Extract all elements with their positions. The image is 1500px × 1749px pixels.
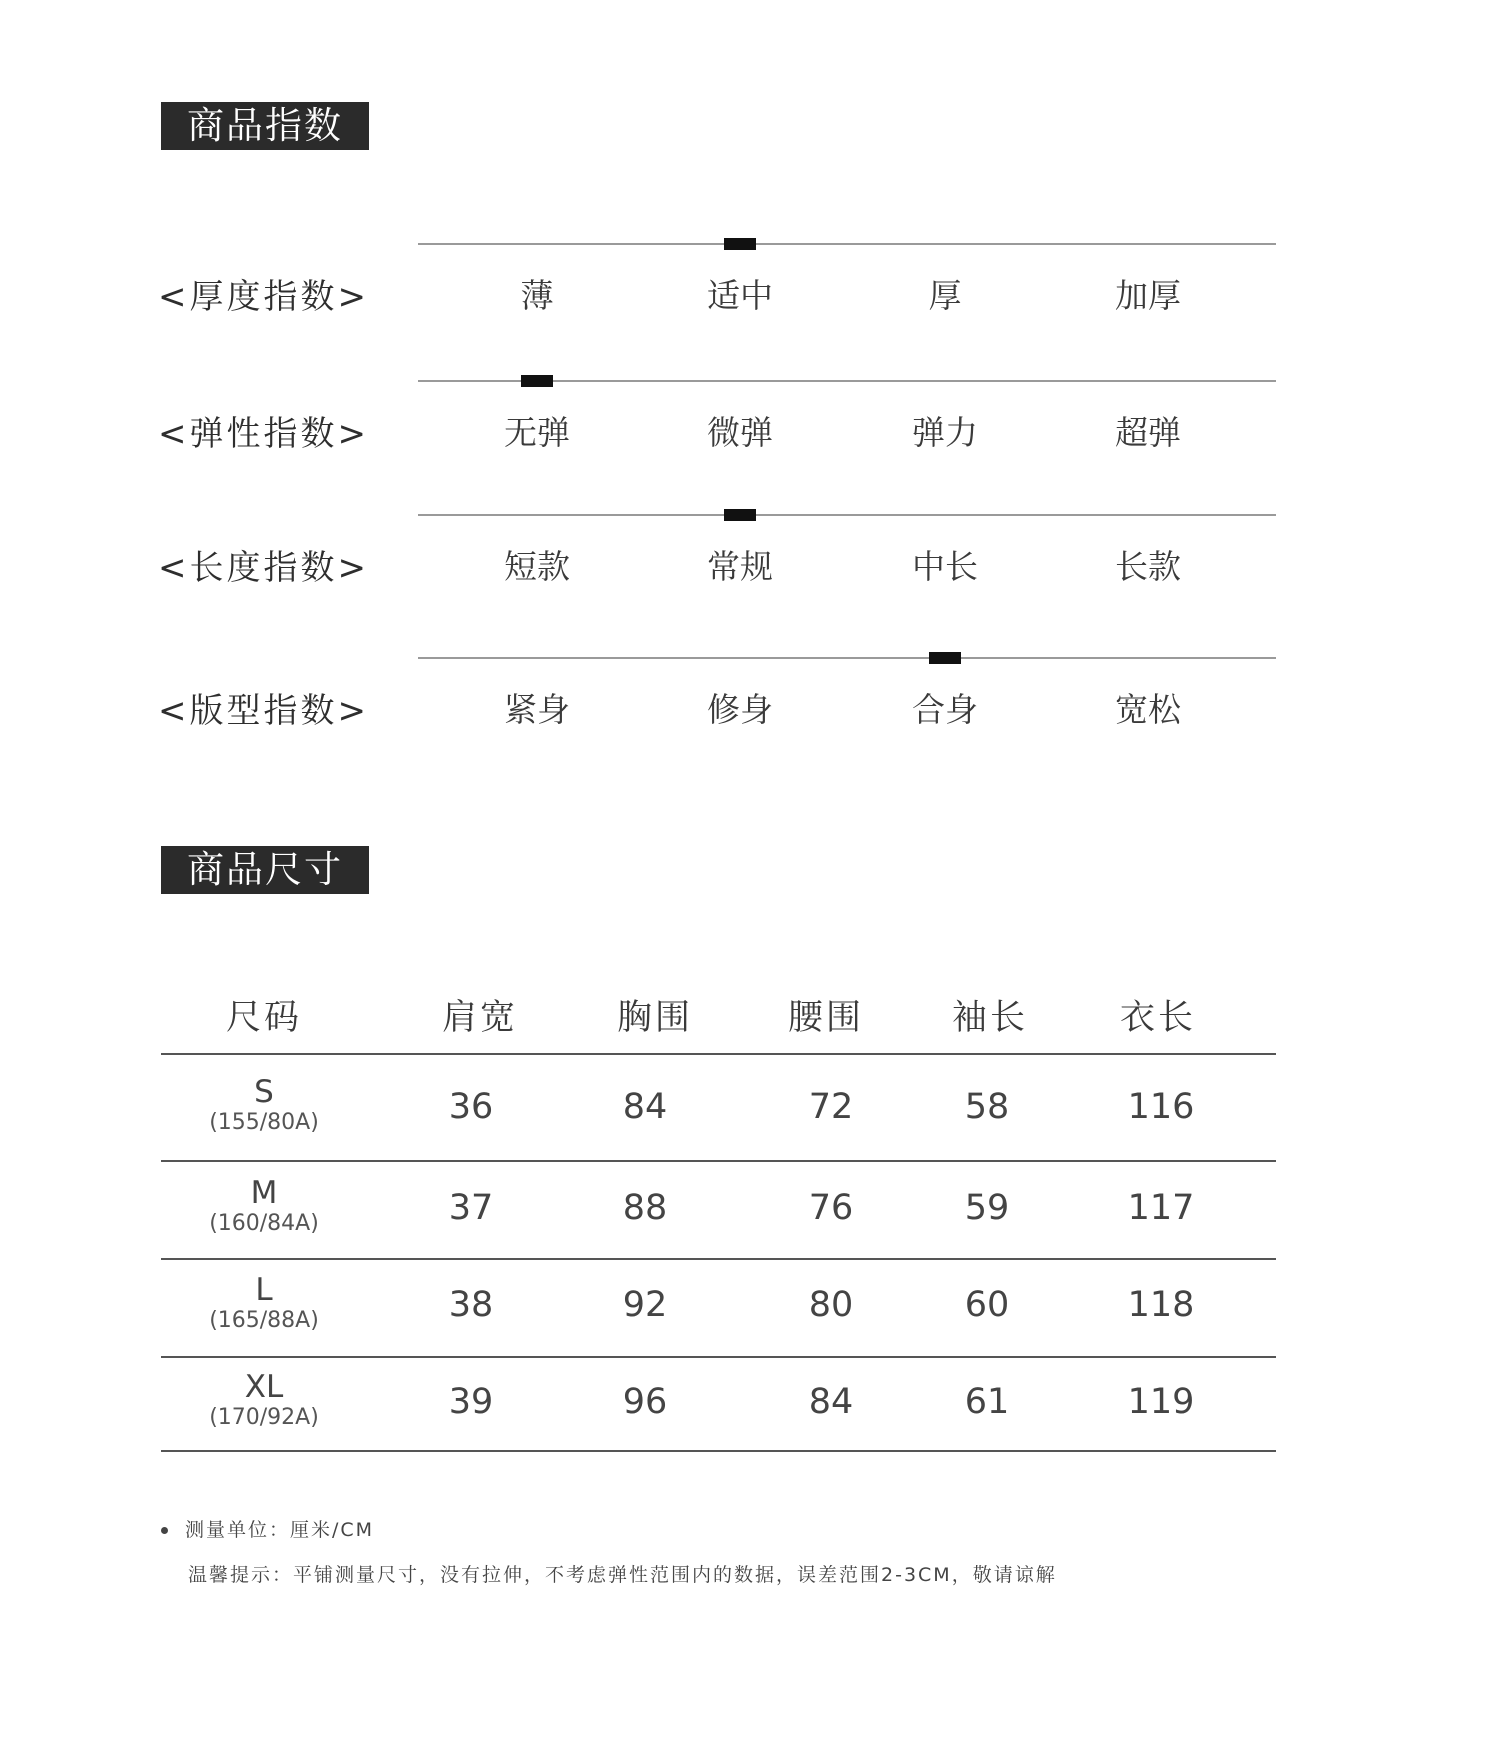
table-header-cell: 衣长 [1119, 998, 1196, 1038]
table-divider [161, 1356, 1276, 1358]
index-label: <弹性指数> [158, 414, 369, 454]
table-header-cell: 腰围 [787, 998, 864, 1038]
index-marker [724, 238, 756, 250]
table-value-cell: 88 [622, 1188, 668, 1228]
index-scale-line [418, 243, 1276, 245]
size-code: S [254, 1074, 274, 1110]
index-scale-line [418, 514, 1276, 516]
table-size-cell [164, 1176, 364, 1238]
index-option: 宽松 [1115, 690, 1181, 729]
table-size-cell [164, 1273, 364, 1335]
size-code: M [250, 1175, 278, 1211]
table-size-cell [164, 1075, 364, 1137]
size-spec: (160/84A) [209, 1211, 319, 1236]
table-value-cell: 116 [1127, 1087, 1195, 1127]
index-option: 微弹 [707, 413, 773, 452]
bullet-icon [161, 1527, 168, 1534]
index-marker [724, 509, 756, 521]
index-option: 合身 [912, 690, 978, 729]
index-scale-line [418, 657, 1276, 659]
table-value-cell: 72 [808, 1087, 854, 1127]
table-header-cell: 胸围 [616, 998, 693, 1038]
measurement-tip-note [188, 1560, 1057, 1587]
section-title-product-size: 商品尺寸 [161, 846, 369, 894]
index-option: 弹力 [912, 413, 978, 452]
table-value-cell: 119 [1127, 1382, 1195, 1422]
tip-text: 温馨提示：平铺测量尺寸，没有拉伸，不考虑弹性范围内的数据，误差范围2-3CM，敬请谅解 [188, 1564, 1057, 1586]
index-option: 加厚 [1115, 276, 1181, 315]
index-label: <版型指数> [158, 691, 369, 731]
table-header-cell: 袖长 [951, 998, 1028, 1038]
table-header-cell: 尺码 [225, 998, 302, 1038]
index-option: 短款 [504, 547, 570, 586]
table-value-cell: 58 [964, 1087, 1010, 1127]
table-value-cell: 96 [622, 1382, 668, 1422]
size-spec: (165/88A) [209, 1308, 319, 1333]
section-title-product-index: 商品指数 [161, 102, 369, 150]
index-option: 常规 [707, 547, 773, 586]
index-option: 中长 [912, 547, 978, 586]
table-value-cell: 61 [964, 1382, 1010, 1422]
index-option: 适中 [707, 276, 773, 315]
size-spec: (170/92A) [209, 1405, 319, 1430]
table-divider [161, 1160, 1276, 1162]
table-value-cell: 84 [808, 1382, 854, 1422]
index-option: 厚 [928, 276, 962, 315]
index-label: <厚度指数> [158, 277, 369, 317]
index-option: 薄 [520, 276, 554, 315]
size-code: XL [244, 1369, 284, 1405]
size-code: L [255, 1272, 273, 1308]
table-value-cell: 38 [448, 1285, 494, 1325]
index-option: 修身 [707, 690, 773, 729]
table-value-cell: 118 [1127, 1285, 1195, 1325]
table-value-cell: 76 [808, 1188, 854, 1228]
unit-text: 测量单位：厘米/CM [185, 1519, 375, 1541]
index-label: <长度指数> [158, 548, 369, 588]
table-value-cell: 36 [448, 1087, 494, 1127]
table-divider [161, 1053, 1276, 1055]
index-option: 超弹 [1115, 413, 1181, 452]
table-value-cell: 80 [808, 1285, 854, 1325]
index-option: 无弹 [504, 413, 570, 452]
table-size-cell [164, 1370, 364, 1432]
table-value-cell: 60 [964, 1285, 1010, 1325]
table-value-cell: 59 [964, 1188, 1010, 1228]
index-marker [929, 652, 961, 664]
index-option: 紧身 [504, 690, 570, 729]
index-marker [521, 375, 553, 387]
table-value-cell: 117 [1127, 1188, 1195, 1228]
table-value-cell: 84 [622, 1087, 668, 1127]
table-value-cell: 39 [448, 1382, 494, 1422]
table-divider [161, 1258, 1276, 1260]
table-header-cell: 肩宽 [441, 998, 518, 1038]
measurement-unit-note [161, 1515, 374, 1542]
table-divider [161, 1450, 1276, 1452]
size-spec: (155/80A) [209, 1110, 319, 1135]
table-value-cell: 37 [448, 1188, 494, 1228]
index-option: 长款 [1115, 547, 1181, 586]
table-value-cell: 92 [622, 1285, 668, 1325]
